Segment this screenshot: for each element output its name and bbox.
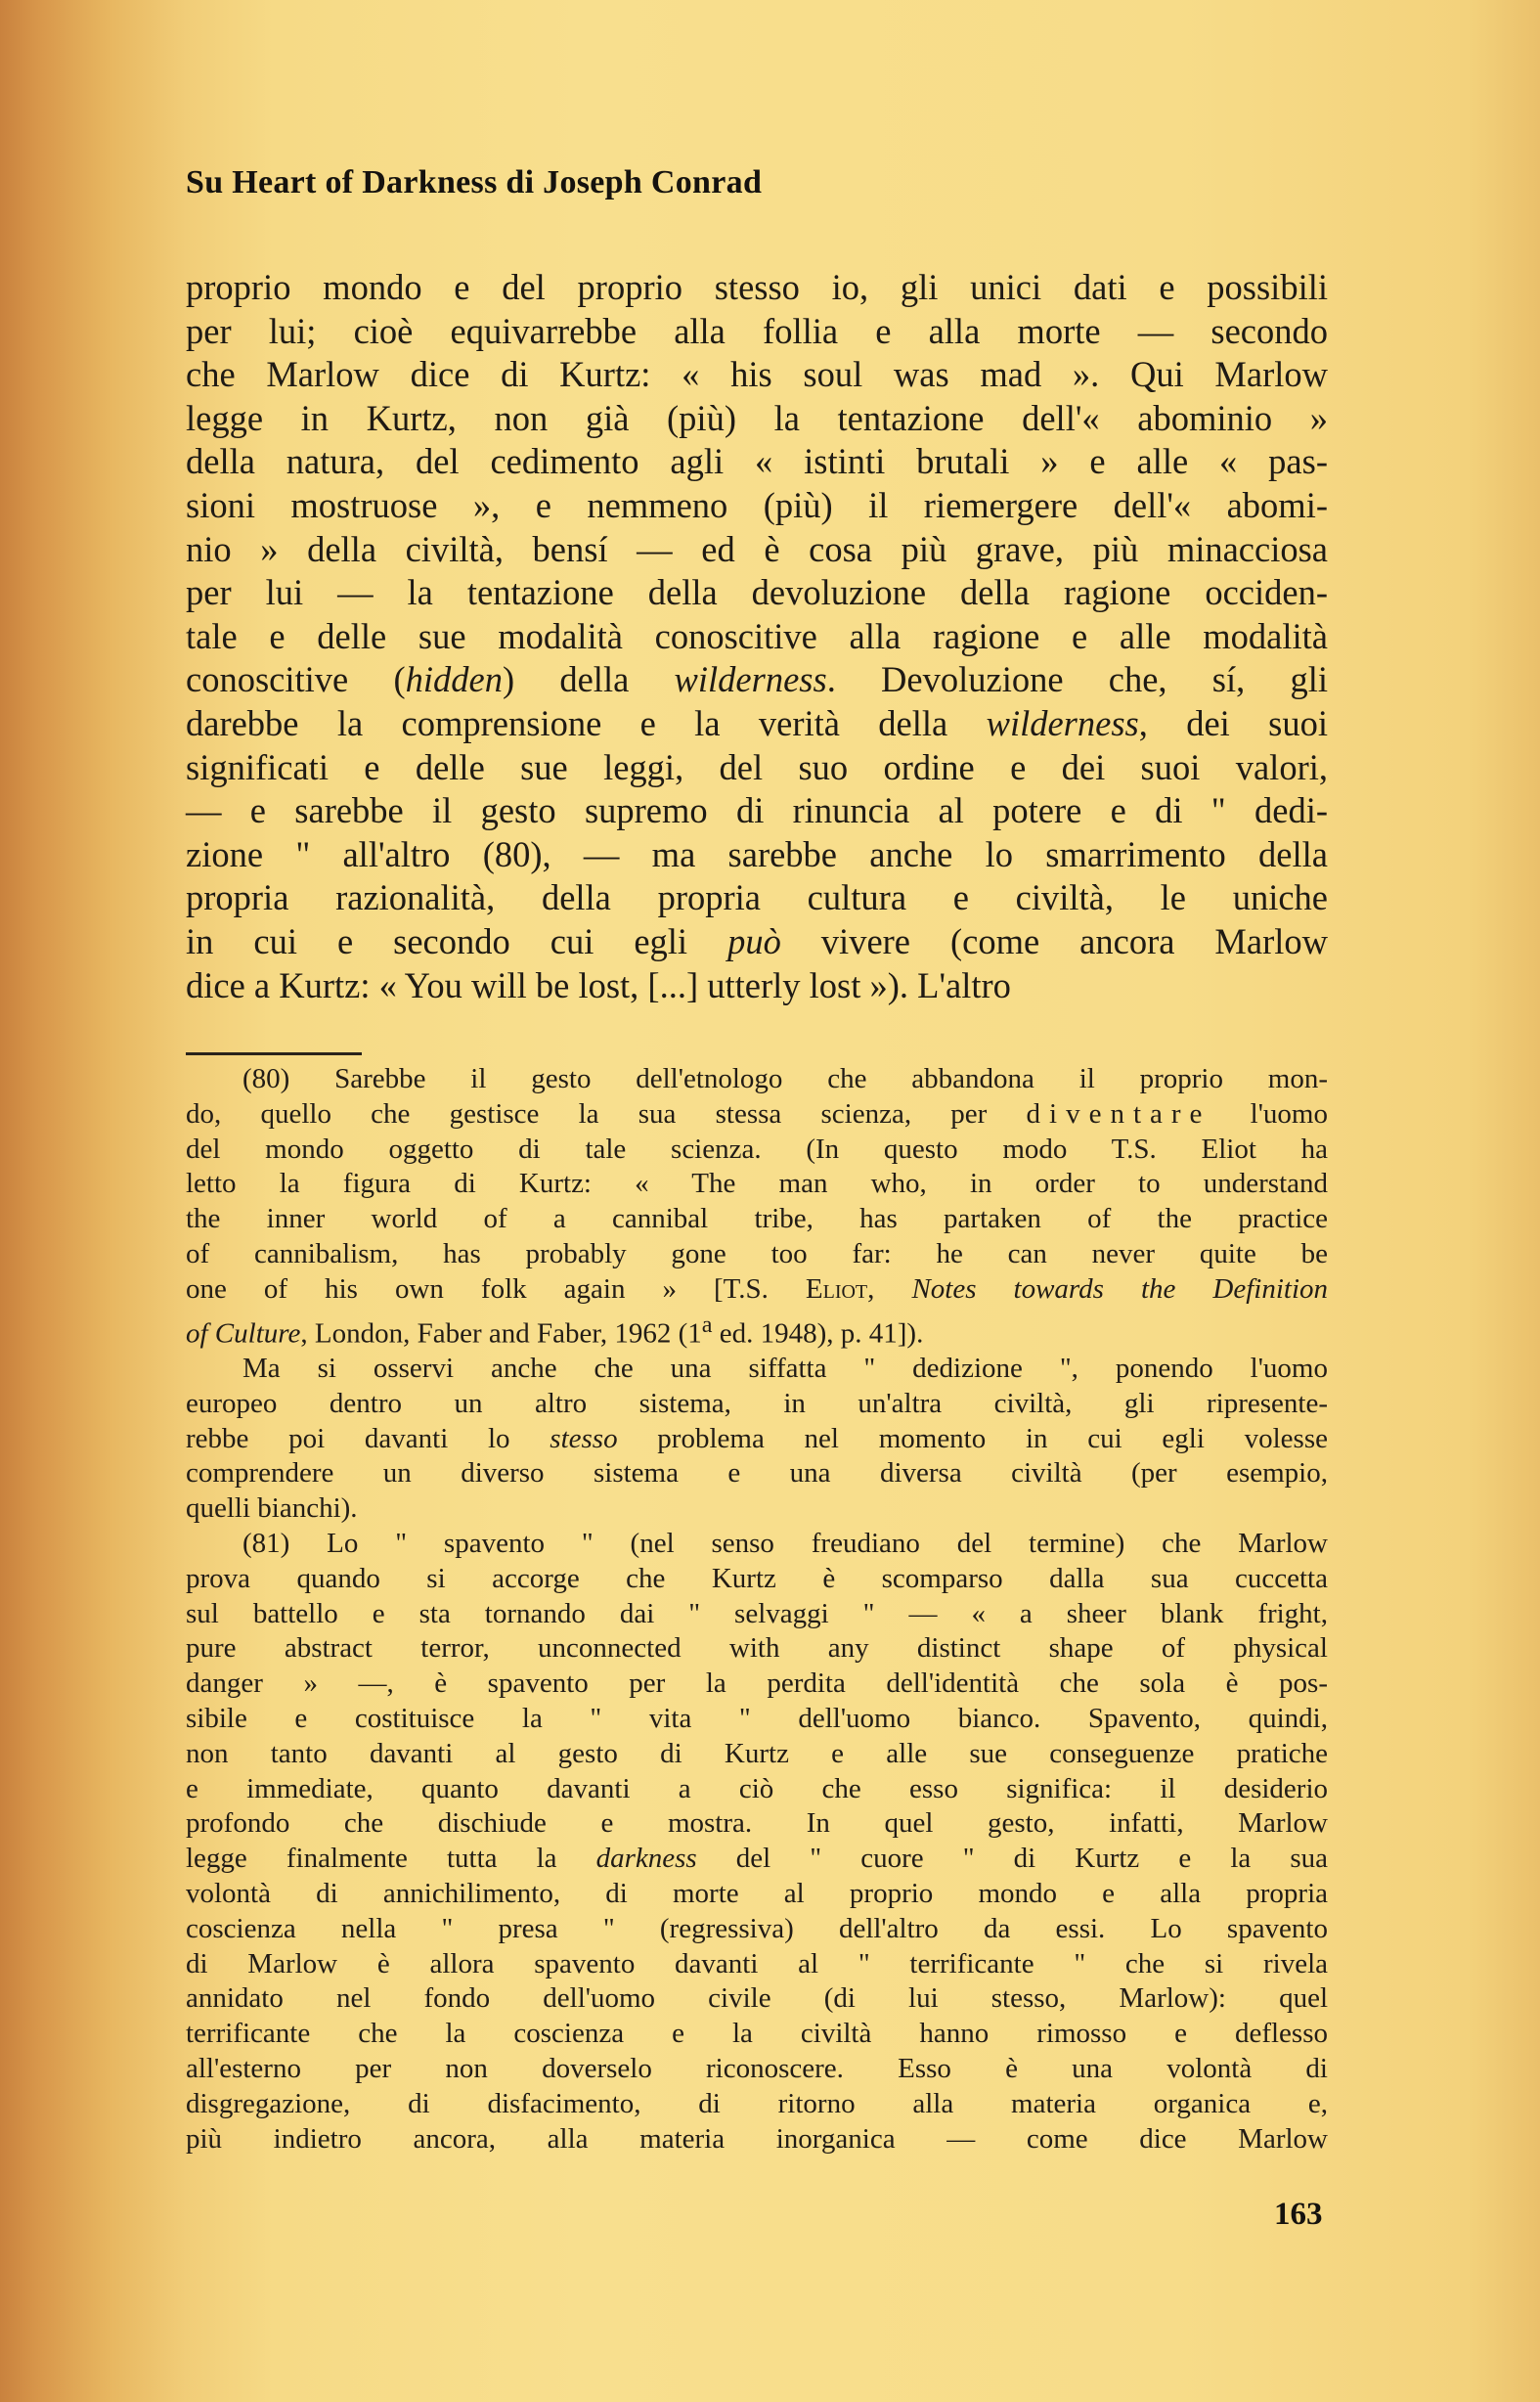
footnote-line: comprendere un diverso sistema e una diversa civiltà (per esempio, [186,1457,1328,1490]
text-line: sioni mostruose », e nemmeno (più) il riemergere dell'« abomi- [186,484,1328,525]
footnote-line: coscienza nella " presa " (regressiva) dell'altro da essi. Lo spavento [186,1912,1328,1944]
footnote-line: europeo dentro un altro sistema, in un'altra civiltà, gli ripresente- [186,1387,1328,1419]
italic-term: wilderness [674,659,827,700]
footnote-line: the inner world of a cannibal tribe, has partaken of the practice [186,1203,1328,1235]
footnote-line: (80) Sarebbe il gesto dell'etnologo che abbandona il proprio mon- [242,1063,1328,1094]
text-line: che Marlow dice di Kurtz: « his soul was mad ». Qui Marlow [186,354,1328,395]
footnote-line: all'esterno per non doverselo riconoscere. Esso è una volontà di [186,2052,1328,2084]
running-head: Su Heart of Darkness di Joseph Conrad [186,164,763,200]
footnote-line: danger » —, è spavento per la perdita dell'identità che sola è pos- [186,1668,1328,1700]
footnote-line: annidato nel fondo dell'uomo civile (di lui stesso, Marlow): quel [186,1982,1328,2015]
italic-term: hidden [405,659,503,700]
text-line: conoscitive (hidden) della wilderness. Devoluzione che, sí, gli [186,659,1329,700]
italic-title: of Culture [186,1317,301,1350]
footnote-line: rebbe poi davanti lo stesso problema nel momento in cui egli volesse [186,1422,1328,1454]
italic-term: stesso [550,1422,618,1454]
text-line: proprio mondo e del proprio stesso io, gli unici dati e possibili [186,267,1328,307]
footnote-line: e immediate, quanto davanti a ciò che esso significa: il desiderio [186,1772,1328,1804]
footnote-80-continued [186,1352,1328,1527]
text-line: legge in Kurtz, non già (più) la tentazione dell'« abominio » [186,397,1328,438]
footnote-line: del mondo oggetto di tale scienza. (In questo modo T.S. Eliot ha [186,1133,1328,1165]
italic-term: può [727,920,781,961]
footnote-line: terrificante che la coscienza e la civiltà hanno rimosso e deflesso [186,2018,1328,2050]
italic-term: darkness [595,1843,697,1875]
footnote-81 [186,1527,1328,2157]
text-line: propria razionalità, della propria cultura e civiltà, le uniche [186,877,1328,918]
footnote-line: of cannibalism, has probably gone too far: he can never quite be [186,1237,1328,1269]
spaced-term: diventare [1026,1097,1211,1130]
author-smallcaps: Eliot [805,1272,868,1305]
text-line: in cui e secondo cui egli può vivere (come ancora Marlow [186,920,1328,961]
footnote-line: Ma si osservi anche che una siffatta " dedizione ", ponendo l'uomo [242,1353,1328,1385]
footnote-line: do, quello che gestisce la sua stessa scienza, per diventare l'uomo [186,1097,1328,1130]
footnote-line: letto la figura di Kurtz: « The man who, in order to understand [186,1168,1328,1200]
footnote-line: più indietro ancora, alla materia inorganica — come dice Marlow [186,2122,1328,2155]
footnotes [186,1062,1328,2157]
text-line: per lui; cioè equivarrebbe alla follia e alla morte — secondo [186,310,1328,351]
text-line: dice a Kurtz: « You will be lost, [...] utterly lost »). L'altro [186,964,1011,1005]
text-line: per lui — la tentazione della devoluzione della ragione occiden- [186,572,1328,613]
footnote-line: non tanto davanti al gesto di Kurtz e alle sue conseguenze pratiche [186,1737,1328,1769]
text-line: della natura, del cedimento agli « istinti brutali » e alle « pas- [186,441,1328,482]
footnote-line: (81) Lo " spavento " (nel senso freudiano del termine) che Marlow [242,1528,1328,1560]
footnote-line: prova quando si accorge che Kurtz è scomparso dalla sua cuccetta [186,1562,1328,1594]
text-line: darebbe la comprensione e la verità della wilderness, dei suoi [186,702,1329,743]
footnote-line: sibile e costituisce la " vita " dell'uomo bianco. Spavento, quindi, [186,1703,1328,1734]
footnote-80 [186,1062,1328,1352]
page-number: 163 [1274,2197,1323,2232]
footnote-line: sul battello e sta tornando dai " selvaggi " — « a sheer blank fright, [186,1597,1328,1629]
main-text [186,266,1328,1007]
footnote-rule [186,1052,362,1055]
text-line: — e sarebbe il gesto supremo di rinuncia al potere e di " dedi- [186,790,1328,831]
footnote-line: one of his own folk again » [T.S. Eliot, Notes towards the Definition [186,1272,1328,1305]
text-line: nio » della civiltà, bensí — ed è cosa più grave, più minacciosa [186,528,1328,569]
italic-title: Notes towards the Definition [911,1272,1328,1305]
text-line: tale e delle sue modalità conoscitive alla ragione e alle modalità [186,615,1328,656]
footnote-line: profondo che dischiude e mostra. In quel gesto, infatti, Marlow [186,1807,1328,1840]
superscript: a [701,1311,713,1338]
footnote-line: volontà di annichilimento, di morte al proprio mondo e alla propria [186,1877,1328,1909]
footnote-line: pure abstract terror, unconnected with any distinct shape of physical [186,1632,1328,1665]
footnote-line: disgregazione, di disfacimento, di ritorno alla materia organica e, [186,2087,1328,2119]
footnote-line: di Marlow è allora spavento davanti al " terrificante " che si rivela [186,1947,1328,1979]
text-line: zione " all'altro (80), — ma sarebbe anche lo smarrimento della [186,833,1328,874]
footnote-line: legge finalmente tutta la darkness del " cuore " di Kurtz e la sua [186,1843,1328,1875]
text-line: significati e delle sue leggi, del suo ordine e dei suoi valori, [186,746,1328,787]
footnote-line: of Culture, London, Faber and Faber, 1962 (1$^a$ ed. 1948), p. 41]). [186,1311,924,1350]
italic-term: wilderness [986,702,1139,743]
footnote-line: quelli bianchi). [186,1492,358,1525]
